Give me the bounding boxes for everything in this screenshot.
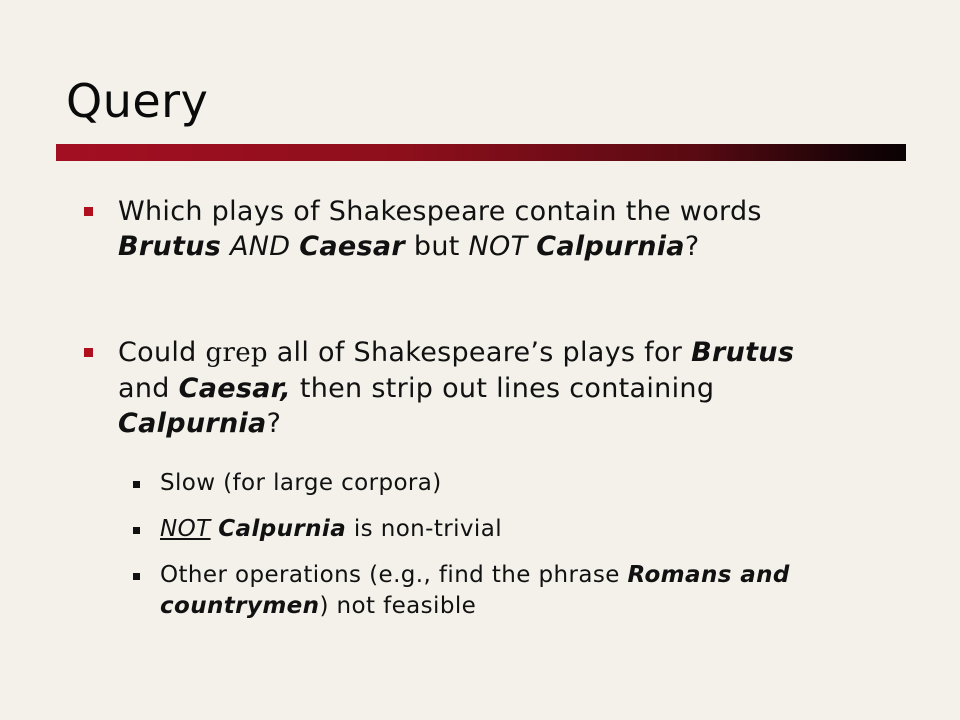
sub-bullet-text: is non-trivial [346,516,502,542]
square-bullet-icon [84,207,93,216]
operator-and: AND [230,231,291,262]
sub-bullet-item-1 [160,468,800,499]
sub-bullet-text: ) not feasible [319,593,477,619]
sub-bullet-item-3 [160,560,800,622]
term-calpurnia: Calpurnia [218,516,347,542]
operator-not: NOT [160,516,211,542]
bullet-text [290,231,299,262]
term-brutus: Brutus [118,231,222,262]
bullet-text: ? [684,231,700,262]
slide-title: Query [66,74,209,128]
operator-not: NOT [468,231,528,262]
sub-bullet-text: Slow (for large corpora) [160,470,442,496]
bullet-text: all of Shakespeare’s plays for [267,337,692,368]
term-caesar: Caesar, [178,373,291,404]
bullet-text [221,231,230,262]
square-bullet-icon [133,573,140,580]
bullet-text: but [405,231,469,262]
phrase-romans-and-countrymen: Romans and countrymen [160,562,790,619]
sub-bullet-text: Other operations (e.g., find the phrase [160,562,628,588]
square-bullet-icon [84,348,93,357]
sub-bullet-item-2 [160,514,800,545]
command-grep: grep [205,338,268,368]
term-brutus: Brutus [691,337,795,368]
bullet-text: Could [118,337,206,368]
bullet-text: ? [266,408,282,439]
term-caesar: Caesar [299,231,406,262]
bullet-text: and [118,373,179,404]
bullet-item-2 [118,335,818,441]
bullet-text: then strip out lines containing [290,373,715,404]
square-bullet-icon [133,527,140,534]
bullet-text [527,231,536,262]
term-calpurnia: Calpurnia [118,408,267,439]
bullet-text: Which plays of Shakespeare contain the words [118,196,762,227]
term-calpurnia: Calpurnia [536,231,685,262]
bullet-item-1 [118,194,818,264]
square-bullet-icon [133,481,140,488]
